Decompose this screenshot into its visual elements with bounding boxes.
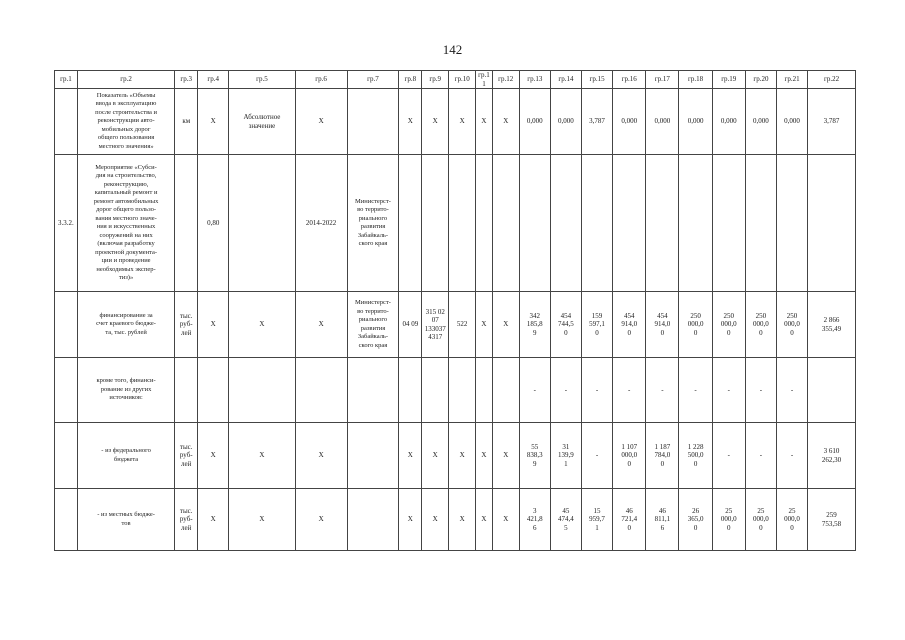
table-cell: X <box>422 489 449 551</box>
table-cell: 1 187 784,0 0 <box>646 423 679 489</box>
table-cell <box>422 155 449 292</box>
row-federal <box>55 423 856 489</box>
table-cell: X <box>476 423 493 489</box>
table-cell: X <box>399 423 422 489</box>
table-cell: 3 610 262,30 <box>808 423 856 489</box>
table-cell: X <box>295 292 347 358</box>
table-cell: 26 365,0 0 <box>679 489 712 551</box>
table-cell: X <box>449 489 476 551</box>
table-cell <box>55 423 78 489</box>
table-cell <box>550 155 581 292</box>
table-cell <box>55 292 78 358</box>
table-cell: X <box>198 423 229 489</box>
column-header: гр.5 <box>229 71 295 89</box>
table-cell: X <box>492 489 519 551</box>
table-cell: - <box>550 358 581 423</box>
column-header: гр.2 <box>77 71 175 89</box>
table-cell: 45 474,4 5 <box>550 489 581 551</box>
table-cell: Министерст- во террито- риального развития Забайкаль- ского края <box>347 155 399 292</box>
table-cell: тыс. руб- лей <box>175 292 198 358</box>
row-measure <box>55 155 856 292</box>
table-cell: - <box>745 423 776 489</box>
column-header: гр.13 <box>519 71 550 89</box>
table-cell: 454 914,0 0 <box>613 292 646 358</box>
column-header: гр.11 <box>476 71 493 89</box>
table-cell: - <box>712 423 745 489</box>
table-cell: X <box>295 423 347 489</box>
table-cell <box>712 155 745 292</box>
table-cell: 250 000,0 0 <box>712 292 745 358</box>
table-cell <box>198 358 229 423</box>
table-cell: км <box>175 89 198 155</box>
table-cell <box>646 155 679 292</box>
table-cell: X <box>198 292 229 358</box>
table-cell: X <box>492 292 519 358</box>
table-cell: 159 597,1 0 <box>581 292 612 358</box>
table-cell <box>55 358 78 423</box>
table-cell <box>347 358 399 423</box>
table-cell: 0,000 <box>519 89 550 155</box>
table-cell: 1 107 000,0 0 <box>613 423 646 489</box>
column-header: гр.8 <box>399 71 422 89</box>
table-cell: X <box>422 423 449 489</box>
table-cell: 31 139,9 1 <box>550 423 581 489</box>
table-cell: - <box>581 423 612 489</box>
table-cell: 25 000,0 0 <box>776 489 807 551</box>
header-row <box>55 71 856 89</box>
table-cell: 0,000 <box>745 89 776 155</box>
row-indicator <box>55 89 856 155</box>
table-cell: X <box>229 489 295 551</box>
data-table <box>54 70 856 551</box>
table-cell <box>347 423 399 489</box>
table-cell <box>55 89 78 155</box>
table-cell: 342 185,8 9 <box>519 292 550 358</box>
column-header: гр.20 <box>745 71 776 89</box>
table-cell: X <box>492 89 519 155</box>
table-cell: - <box>745 358 776 423</box>
table-cell <box>175 155 198 292</box>
row-local <box>55 489 856 551</box>
table-cell <box>492 155 519 292</box>
table-cell <box>175 358 198 423</box>
table-cell <box>399 155 422 292</box>
table-cell: X <box>476 89 493 155</box>
column-header: гр.7 <box>347 71 399 89</box>
table-cell: Мероприятие «Субси- дия на строительство, реконструкцию, капитальный ремонт и ремонт автомобильных дорог общего пользо- вания местного значе- ния и искусственных сооружений на них (включая разработку проектной документа- ции и проведение необходимых экспер- тиз)» <box>77 155 175 292</box>
column-header: гр.6 <box>295 71 347 89</box>
table-cell: - из местных бюдже- тов <box>77 489 175 551</box>
table-cell: 55 838,3 9 <box>519 423 550 489</box>
column-header: гр.17 <box>646 71 679 89</box>
column-header: гр.18 <box>679 71 712 89</box>
column-header: гр.4 <box>198 71 229 89</box>
table-cell: X <box>422 89 449 155</box>
table-cell: - <box>613 358 646 423</box>
column-header: гр.14 <box>550 71 581 89</box>
row-regional <box>55 292 856 358</box>
table-cell: 3,787 <box>808 89 856 155</box>
table-cell <box>808 358 856 423</box>
table-cell <box>229 155 295 292</box>
table-cell: 0,80 <box>198 155 229 292</box>
table-cell: 0,000 <box>679 89 712 155</box>
table-cell: финансирование за счет краевого бюдже- та, тыс. рублей <box>77 292 175 358</box>
table-cell <box>449 358 476 423</box>
table-cell: 522 <box>449 292 476 358</box>
column-header: гр.9 <box>422 71 449 89</box>
table-cell: Министерст- во террито- риального развития Забайкаль- ского края <box>347 292 399 358</box>
table-cell: 3 421,8 6 <box>519 489 550 551</box>
table-cell: X <box>399 89 422 155</box>
table-cell: X <box>198 489 229 551</box>
row-other <box>55 358 856 423</box>
column-header: гр.19 <box>712 71 745 89</box>
table-cell: X <box>476 292 493 358</box>
table-cell <box>347 489 399 551</box>
table-cell: 3,787 <box>581 89 612 155</box>
table-cell: 0,000 <box>776 89 807 155</box>
table-cell: 315 02 07 133037 4317 <box>422 292 449 358</box>
table-cell: 250 000,0 0 <box>776 292 807 358</box>
column-header: гр.21 <box>776 71 807 89</box>
table-cell <box>476 155 493 292</box>
table-cell <box>519 155 550 292</box>
table-cell <box>229 358 295 423</box>
table-cell: - <box>646 358 679 423</box>
table-cell <box>347 89 399 155</box>
table-cell <box>776 155 807 292</box>
table-cell: - <box>712 358 745 423</box>
table-cell: 0,000 <box>550 89 581 155</box>
table-cell: Абсолютное значение <box>229 89 295 155</box>
table-cell: 259 753,58 <box>808 489 856 551</box>
table-cell <box>808 155 856 292</box>
column-header: гр.15 <box>581 71 612 89</box>
table-cell: X <box>229 292 295 358</box>
column-header: гр.10 <box>449 71 476 89</box>
table-cell <box>449 155 476 292</box>
table-cell: 0,000 <box>712 89 745 155</box>
table-cell: 46 721,4 0 <box>613 489 646 551</box>
table-cell: X <box>449 423 476 489</box>
table-cell: X <box>295 89 347 155</box>
table-cell <box>745 155 776 292</box>
column-header: гр.22 <box>808 71 856 89</box>
column-header: гр.16 <box>613 71 646 89</box>
table-cell: 15 959,7 1 <box>581 489 612 551</box>
table-cell <box>679 155 712 292</box>
table-cell <box>295 358 347 423</box>
page-number: 142 <box>442 42 463 57</box>
table-cell: - <box>776 423 807 489</box>
table-cell: - <box>581 358 612 423</box>
table-cell <box>581 155 612 292</box>
table-cell: - <box>776 358 807 423</box>
table-cell: 46 811,1 6 <box>646 489 679 551</box>
table-cell <box>476 358 493 423</box>
table-cell: X <box>229 423 295 489</box>
table-cell: 0,000 <box>646 89 679 155</box>
table-cell <box>613 155 646 292</box>
table-cell: 2 866 355,49 <box>808 292 856 358</box>
table-cell: 2014-2022 <box>295 155 347 292</box>
table-cell: - из федерального бюджета <box>77 423 175 489</box>
table-cell <box>55 489 78 551</box>
table-cell: 454 914,0 0 <box>646 292 679 358</box>
table-cell: X <box>449 89 476 155</box>
table-cell: X <box>399 489 422 551</box>
table-cell: - <box>519 358 550 423</box>
table-cell <box>492 358 519 423</box>
table-cell: 25 000,0 0 <box>712 489 745 551</box>
table-cell: тыс. руб- лей <box>175 423 198 489</box>
table-cell: X <box>476 489 493 551</box>
table-cell: 04 09 <box>399 292 422 358</box>
table-cell: 3.3.2. <box>55 155 78 292</box>
table-cell <box>399 358 422 423</box>
table-cell: - <box>679 358 712 423</box>
table-cell: тыс. руб- лей <box>175 489 198 551</box>
table-cell: 454 744,5 0 <box>550 292 581 358</box>
column-header: гр.1 <box>55 71 78 89</box>
table-cell <box>422 358 449 423</box>
table-cell: 0,000 <box>613 89 646 155</box>
table-cell: 25 000,0 0 <box>745 489 776 551</box>
table-cell: X <box>295 489 347 551</box>
table-cell: 1 228 500,0 0 <box>679 423 712 489</box>
column-header: гр.3 <box>175 71 198 89</box>
table-cell: Показатель «Объемы ввода в эксплуатацию после строительства и реконструкции авто- мобильных дорог общего пользования местного значения» <box>77 89 175 155</box>
column-header: гр.12 <box>492 71 519 89</box>
table-cell: X <box>492 423 519 489</box>
table-cell: X <box>198 89 229 155</box>
table-cell: 250 000,0 0 <box>745 292 776 358</box>
table-cell: кроме того, финанси- рование из других источников: <box>77 358 175 423</box>
table-cell: 250 000,0 0 <box>679 292 712 358</box>
